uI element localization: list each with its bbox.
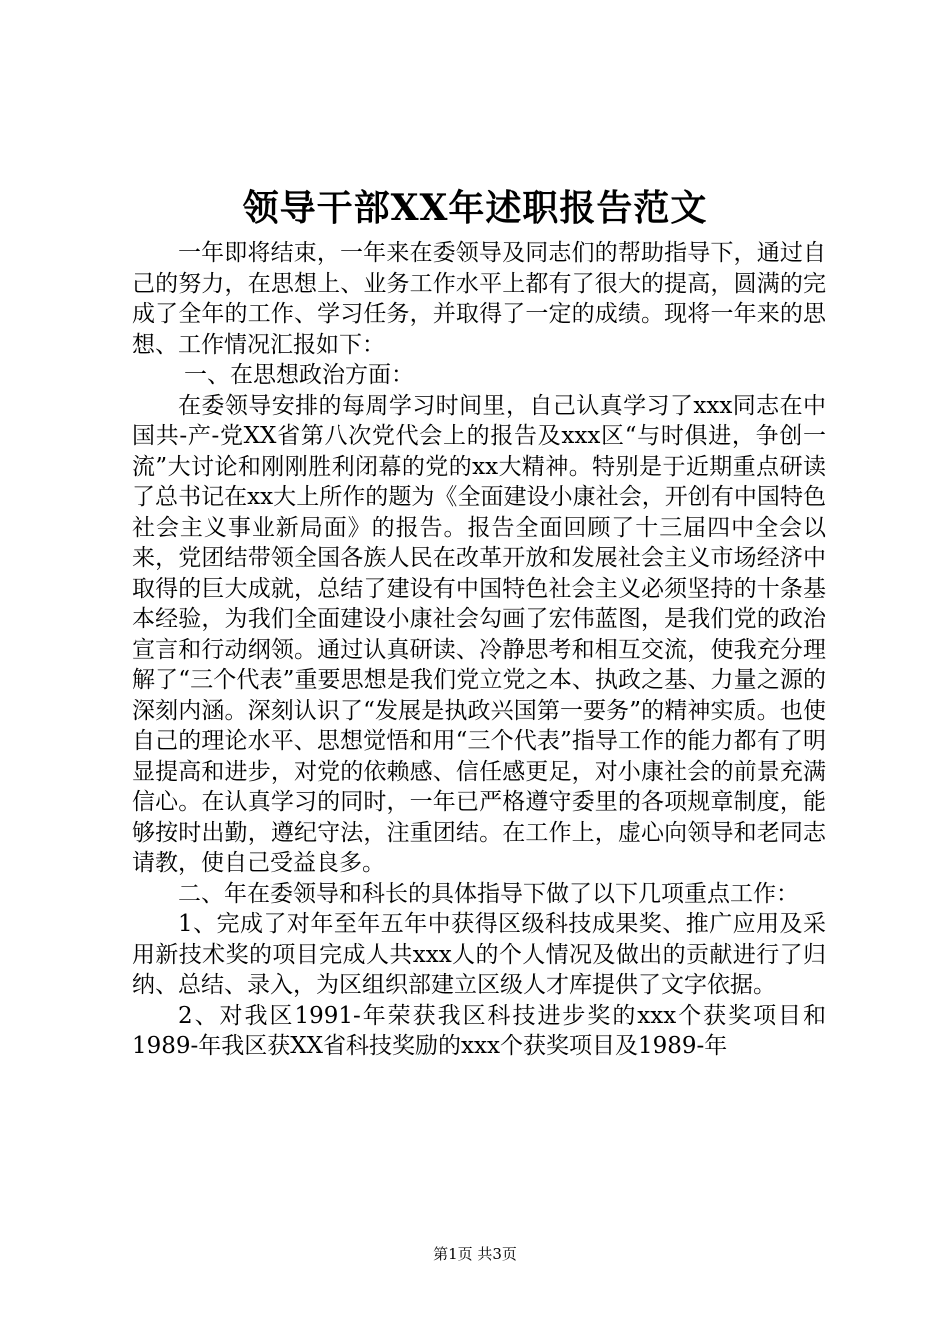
- document-body: [132, 238, 826, 1062]
- page-footer: 第1页 共3页: [433, 1245, 517, 1263]
- section-heading-2: 二、年在委领导和科长的具体指导下做了以下几项重点工作：: [178, 880, 799, 907]
- paragraph-intro: 一年即将结束，一年来在委领导及同志们的帮助指导下，通过自己的努力，在思想上、业务工作水平上都有了很大的提高，圆满的完成了全年的工作、学习任务，并取得了一定的成绩。现将一年来的思想、工作情况汇报如下：: [132, 240, 826, 358]
- paragraph-political-study: 在委领导安排的每周学习时间里，自己认真学习了xxx同志在中国共-产-党XX省第八次党代会上的报告及xxx区“与时俱进，争创一流”大讨论和刚刚胜利闭幕的党的xx大精神。特别是于近期重点研读了总书记在xx大上所作的题为《全面建设小康社会，开创有中国特色社会主义事业新局面》的报告。报告全面回顾了十三届四中全会以来，党团结带领全国各族人民在改革开放和发展社会主义市场经济中取得的巨大成就，总结了建设有中国特色社会主义必须坚持的十条基本经验，为我们全面建设小康社会勾画了宏伟蓝图，是我们党的政治宣言和行动纲领。通过认真研读、冷静思考和相互交流，使我充分理解了“三个代表”重要思想是我们党立党之本、执政之基、力量之源的深刻内涵。深刻认识了“发展是执政兴国第一要务”的精神实质。也使自己的理论水平、思想觉悟和用“三个代表”指导工作的能力都有了明显提高和进步，对党的依赖感、信任感更足，对小康社会的前景充满信心。在认真学习的同时，一年已严格遵守委里的各项规章制度，能够按时出勤，遵纪守法，注重团结。在工作上，虚心向领导和老同志请教，使自己受益良多。: [132, 392, 826, 876]
- paragraph-work-item-1: 1、完成了对年至年五年中获得区级科技成果奖、推广应用及采用新技术奖的项目完成人共xxx人的个人情况及做出的贡献进行了归纳、总结、录入，为区组织部建立区级人才库提供了文字依据。: [132, 911, 826, 998]
- paragraph-work-item-2: 2、对我区1991-年荣获我区科技进步奖的xxx个获奖项目和1989-年我区获XX省科技奖励的xxx个获奖项目及1989-年: [132, 1002, 826, 1059]
- section-heading-1: 一、在思想政治方面：: [184, 362, 414, 388]
- document-title: 领导干部XX年述职报告范文: [242, 187, 708, 229]
